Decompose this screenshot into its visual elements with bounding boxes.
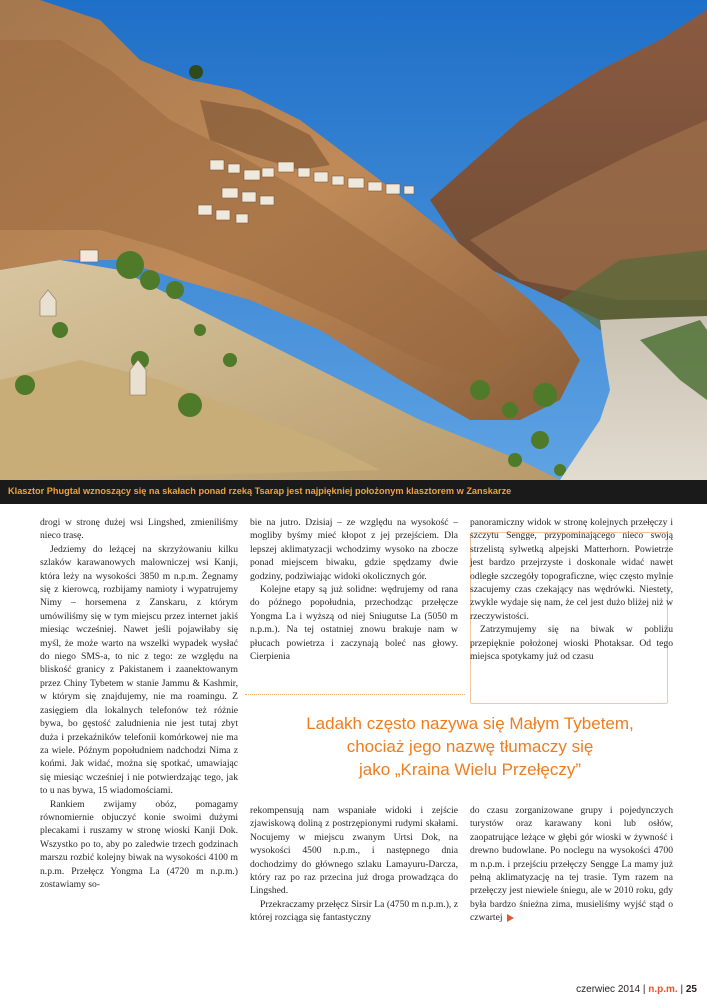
article-column-3-bottom [470,804,673,925]
footer-separator: | [680,984,686,995]
phugtal-monastery-illustration [0,0,707,480]
paragraph: panoramiczny widok w stronę kolejnych przełęczy i szczytu Sengge, przypominającego nieco swoją strzelistą sylwetką alpejski Matterhorn. Powietrze jest bardzo przejrzyste i doskonale widać nawet odległe szczegóły topograficzne, więc często mylnie szacujemy czas czekający nas wędrówki. Niestety, zwykle wydaje się nam, że cel jest dużo bliżej niż w rzeczywistości. [470,517,673,622]
paragraph: rekompensują nam wspaniałe widoki i zejście zjawiskową doliną z postrzępionymi rudymi skałami. Nocujemy w miejscu zwanym Urtsi Dok, na wysokości 4500 n.p.m., i następnego dnia dochodzimy do głównego szlaku Lamayuru-Darcza, który raz po raz przecina już droga prowadząca do Lingshed. [250,805,458,897]
dotted-divider [245,694,465,695]
paragraph: drogi w stronę dużej wsi Lingshed, zmieniliśmy nieco trasę. [40,517,238,542]
photo-caption: Klasztor Phugtal wznoszący się na skałach ponad rzeką Tsarap jest najpiękniej położonym klasztorem w Zanskarze [8,486,512,496]
paragraph [470,804,673,925]
article-column-2-bottom [250,804,458,925]
pull-quote-line: chociaż jego nazwę tłumaczy się [346,737,594,756]
continue-arrow-icon [507,914,514,922]
page-footer [576,984,697,995]
pull-quote-line: Ladakh często nazywa się Małym Tybetem, [306,714,634,733]
hero-photo [0,0,707,480]
paragraph: Rankiem zwijamy obóz, pomagamy równomiernie objuczyć konie swoimi dużymi plecakami i ruszamy w stronę wioski Kanji Dok. Wszystko po to, aby po zaledwie trzech godzinach marszu rozbić kolejny biwak na wysokości 4100 m n.p.m. Przełęcz Yongma La (4720 m n.p.m.) zostawiamy so- [40,798,238,890]
article-column-1 [40,516,238,891]
paragraph: Jedziemy do leżącej na skrzyżowaniu kilku szlaków karawanowych malowniczej wsi Kanji, która leży na wysokości 3850 m n.p.m. Żegnamy się z kierowcą, rozbijamy namioty i wypatrujemy Nimy – horsemena z Zanskaru, z którym umówiliśmy się w tym miejscu przez internet jakiś miesiąc wcześniej. Nawet jeśli pojawiłaby się myśl, że może warto na wszelki wypadek wysłać do niego SMS-a, to nic z tego: ze względu na bliskość granicy z Pakistanem i zaanektowanym przez Chiny Tybetem w stanie Jammu & Kashmir, w którym się znajdujemy, nie ma roamingu. Z zasięgiem dla lokalnych telefonów też różnie bywa, bo gęstość zaludnienia nie jest tutaj zbyt duża i przekaźników telefonii komórkowej nie ma za wiele. Późnym popołudniem nadchodzi Nima z końmi. Jak widać, można się spotkać, umawiając się miesiąc wcześniej i nie potwierdzając tego, jak to u nas bywa, 15 wiadomościami. [40,543,238,797]
paragraph: Zatrzymujemy się na biwak w pobliżu przepięknie położonej wioski Photaksar. Od tego miejsca spotykamy już od czasu [470,624,673,663]
pull-quote [250,712,690,781]
paragraph-text: do czasu zorganizowane grupy i pojedynczych turystów oraz karawany koni lub osłów, zaopatrujące leżące w głębi gór wioski w żywność i drewno budowlane. Po noclegu na wysokości 4700 m n.p.m. i przejściu przełęczy Sengge La mamy już pełną aklimatyzację na tej trasie. Tym razem na przełęczy jest niewiele śniegu, ale w 2010 roku, gdy była bardzo śnieżna zima, musieliśmy wyjść stąd o czwartej [470,805,673,924]
paragraph: bie na jutro. Dzisiaj – ze względu na wysokość – mogliby byśmy mieć kłopot z jej przejściem. Dla lepszej aklimatyzacji wchodzimy wysoko na zbocze ponad miejscem biwaku, gdzie spędzamy dwie godziny, podziwiając widoki okolicznych gór. [250,517,458,582]
footer-separator: | [642,984,649,995]
article-column-3 [470,516,673,663]
article-column-2 [250,516,458,663]
paragraph: Kolejne etapy są już solidne: wędrujemy od rana do późnego popołudnia, przechodząc przełęcze Yongma La i wyższą od niej Sniugutse La (5050 m n.p.m.). Na tej ostatniej znowu brakuje nam w płucach powietrza i zaczynają boleć nas głowy. Cierpienia [250,584,458,663]
page-number: 25 [685,984,697,995]
magazine-brand: n.p.m. [648,984,678,995]
paragraph: Przekraczamy przełęcz Sirsir La (4750 m n.p.m.), z której rozciąga się fantastyczny [250,898,458,924]
issue-date: czerwiec 2014 [576,984,641,995]
pull-quote-line: jako „Kraina Wielu Przełęczy” [358,760,581,779]
